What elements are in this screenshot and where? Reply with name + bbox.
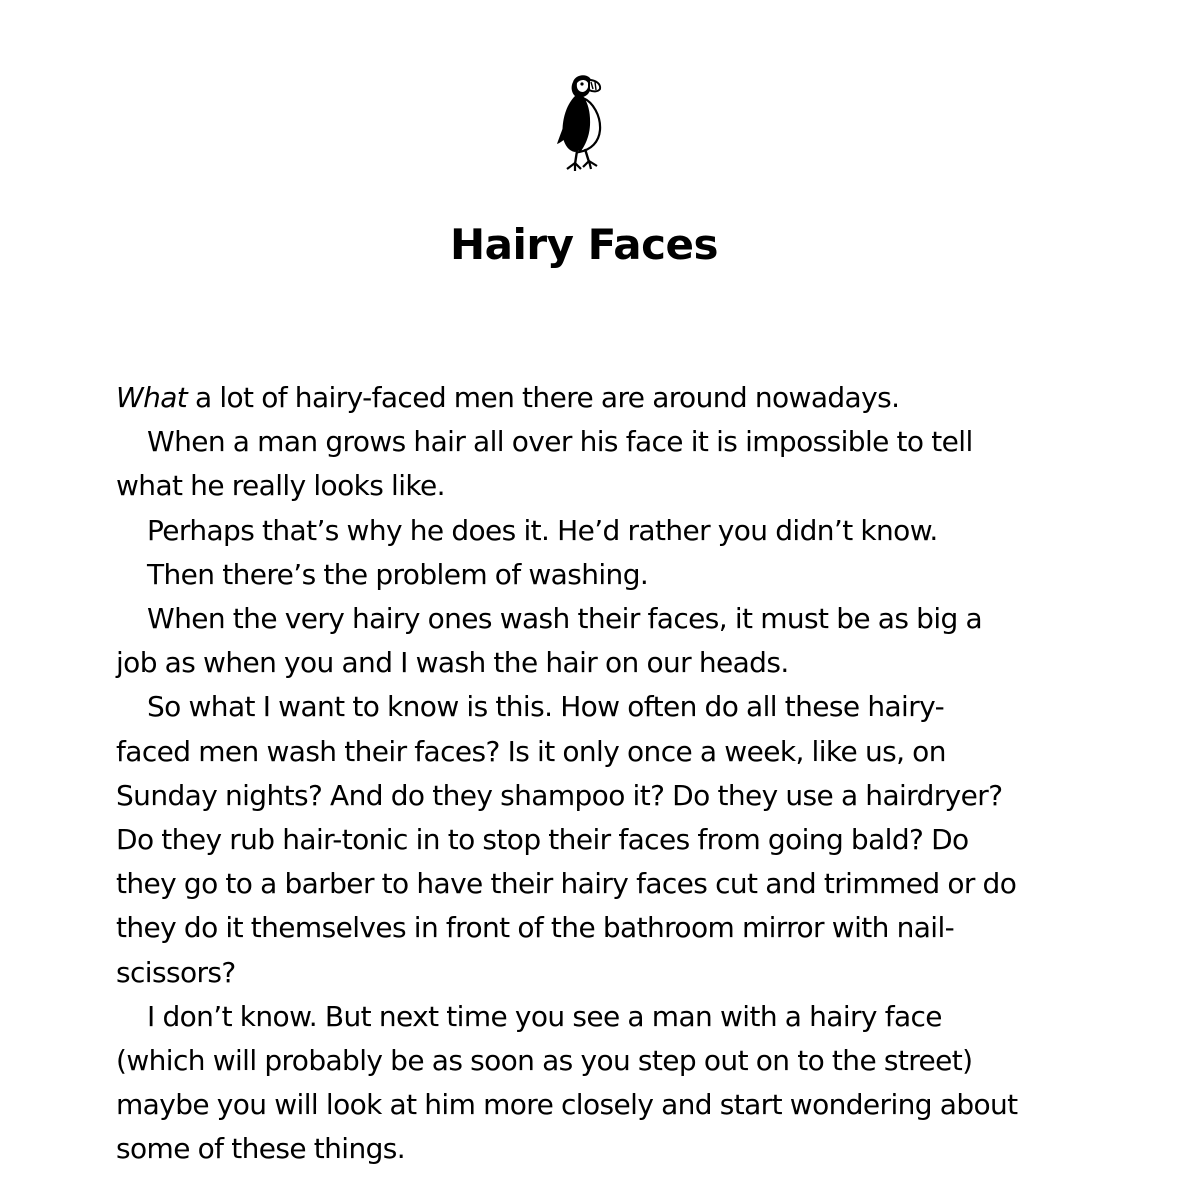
- text-line: When the very hairy ones wash their faces, it must be as big a: [147, 602, 983, 636]
- text-line: faced men wash their faces? Is it only once a week, like us, on: [116, 734, 946, 768]
- text-line: what he really looks like.: [116, 469, 445, 503]
- text-line: Sunday nights? And do they shampoo it? Do they use a hairdryer?: [116, 778, 1003, 812]
- text-line: job as when you and I wash the hair on our heads.: [116, 646, 789, 680]
- page-title: Hairy Faces: [449, 220, 719, 269]
- text-line: they do it themselves in front of the bathroom mirror with nail-: [116, 911, 955, 945]
- text-line: Then there’s the problem of washing.: [147, 557, 649, 591]
- text-line: maybe you will look at him more closely and start wondering about: [116, 1088, 1018, 1122]
- line-text: a lot of hairy-faced men there are around nowadays.: [187, 381, 900, 414]
- text-line: they go to a barber to have their hairy faces cut and trimmed or do: [116, 867, 1017, 901]
- puffin-icon: [553, 72, 617, 174]
- text-line: I don’t know. But next time you see a man with a hairy face: [147, 999, 942, 1033]
- text-line: When a man grows hair all over his face it is impossible to tell: [147, 425, 973, 459]
- text-line: Perhaps that’s why he does it. He’d rather you didn’t know.: [147, 513, 938, 547]
- text-line: So what I want to know is this. How often do all these hairy-: [147, 690, 945, 724]
- text-line: [116, 376, 1116, 420]
- text-line: (which will probably be as soon as you step out on to the street): [116, 1044, 973, 1078]
- italic-word: What: [116, 381, 188, 414]
- story-text: [116, 376, 1116, 1172]
- text-line: Do they rub hair-tonic in to stop their faces from going bald? Do: [116, 823, 969, 857]
- text-line: some of these things.: [116, 1132, 406, 1166]
- text-line: scissors?: [116, 955, 236, 989]
